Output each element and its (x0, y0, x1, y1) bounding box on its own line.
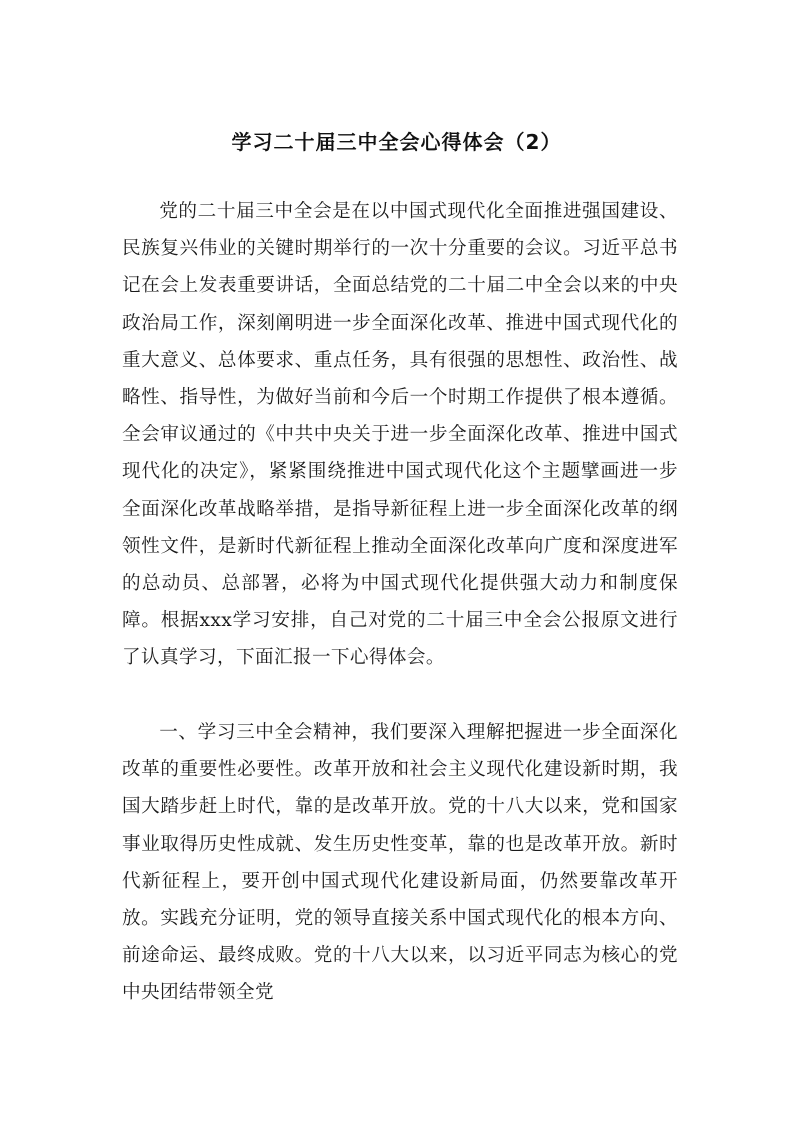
document-title: 学习二十届三中全会心得体会（2） (231, 130, 562, 154)
paragraph-block-2 (122, 714, 678, 1012)
paragraph: 党的二十届三中全会是在以中国式现代化全面推进强国建设、民族复兴伟业的关键时期举行的一次十分重要的会议。习近平总书记在会上发表重要讲话，全面总结党的二十届二中全会以来的中央政治局工作，深刻阐明进一步全面深化改革、推进中国式现代化的重大意义、总体要求、重点任务，具有很强的思想性、政治性、战略性、指导性，为做好当前和今后一个时期工作提供了根本遵循。全会审议通过的《中共中央关于进一步全面深化改革、推进中国式现代化的决定》，紧紧围绕推进中国式现代化这个主题擘画进一步全面深化改革战略举措，是指导新征程上进一步全面深化改革的纲领性文件，是新时代新征程上推动全面深化改革向广度和深度进军的总动员、总部署，必将为中国式现代化提供强大动力和制度保障。根据xxx学习安排，自己对党的二十届三中全会公报原文进行了认真学习，下面汇报一下心得体会。 (122, 201, 678, 669)
paragraph: 一、学习三中全会精神，我们要深入理解把握进一步全面深化改革的重要性必要性。改革开放和社会主义现代化建设新时期，我国大踏步赶上时代，靠的是改革开放。党的十八大以来，党和国家事业取得历史性成就、发生历史性变革，靠的也是改革开放。新时代新征程上，要开创中国式现代化建设新局面，仍然要靠改革开放。实践充分证明，党的领导直接关系中国式现代化的根本方向、前途命运、最终成败。党的十八大以来，以习近平同志为核心的党中央团结带领全党 (122, 722, 678, 1004)
paragraph-block-1 (122, 193, 678, 677)
